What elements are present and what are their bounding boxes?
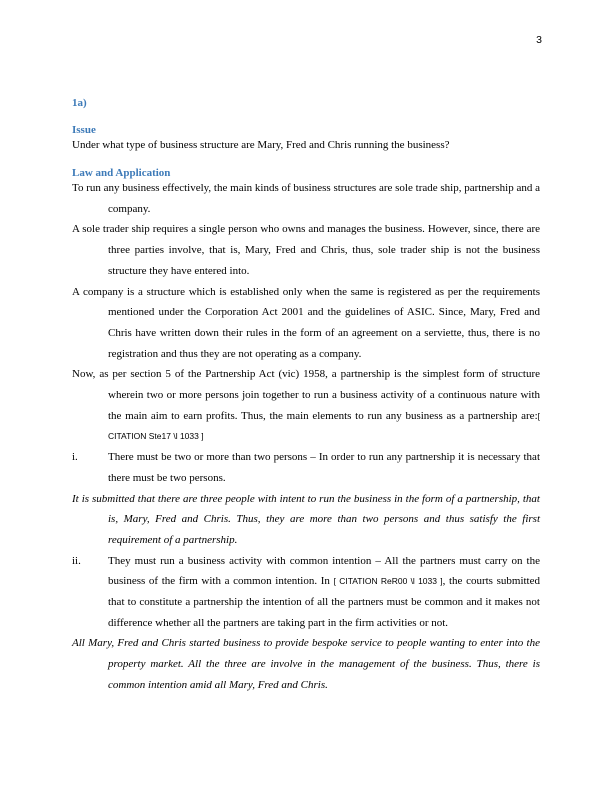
issue-heading: Issue — [72, 124, 96, 136]
list-text-2-a: They must run a business activity with common intention – All the partners must carry on the business of the firm with a common intention. In — [108, 554, 540, 588]
page-number: 3 — [536, 34, 542, 46]
law-paragraph-4-text: Now, as per section 5 of the Partnership Act (vic) 1958, a partnership is the simplest form of structure wherein two or more persons join together to run a business activity of a continuous nature with the main aim to earn profits. Thus, the main elements to run any business as a partnership are: — [72, 368, 540, 422]
list-number-2: ii. — [72, 554, 81, 567]
law-paragraph-3: A company is a structure which is established only when the same is registered as per the requirements mentioned under the Corporation Act 2001 and the guidelines of ASIC. Since, Mary, Fred and Chris have written down their rules in the form of an agreement on a serviette, thus, there is no registration and thus they are not operating as a company. — [72, 285, 540, 360]
list-item-2 — [72, 551, 540, 634]
section-label: 1a) — [72, 97, 87, 109]
list-item-1 — [72, 447, 540, 488]
application-paragraph-1: It is submitted that there are three people with intent to run the business in the form of a partnership, that is, Mary, Fred and Chris. Thus, they are more than two persons and thus satisfy the first requirement of a partnership. — [72, 492, 540, 546]
law-paragraph-1: To run any business effectively, the main kinds of business structures are sole trade ship, partnership and a company. — [72, 182, 540, 215]
law-paragraph-4 — [72, 364, 540, 447]
document-body — [72, 96, 540, 696]
law-heading: Law and Application — [72, 167, 171, 179]
list-text-2-b: , the courts submitted that to constitute a partnership the intention of all the partners must be common and it makes not difference whether all the partners are taking part in the firm activities or not. — [108, 575, 540, 629]
list-number-1: i. — [72, 451, 78, 464]
issue-text: Under what type of business structure are Mary, Fred and Chris running the business? — [72, 139, 450, 151]
law-paragraph-2: A sole trader ship requires a single person who owns and manages the business. However, since, there are three parties involve, that is, Mary, Fred and Chris, thus, sole trader ship is not the business structure they have entered into. — [72, 223, 540, 277]
application-paragraph-2: All Mary, Fred and Chris started business to provide bespoke service to people wanting to enter into the property market. All the three are involve in the management of the business. Thus, there is common intention amid all Mary, Fred and Chris. — [72, 637, 540, 691]
citation-rer00: [ CITATION ReR00 \l 1033 ] — [333, 576, 443, 587]
list-text-2 — [108, 551, 540, 634]
list-text-1: There must be two or more than two persons – In order to run any partnership it is necessary that there must be two persons. — [108, 451, 540, 484]
citation-ste17: [ CITATION Ste17 \l 1033 ] — [108, 410, 540, 442]
